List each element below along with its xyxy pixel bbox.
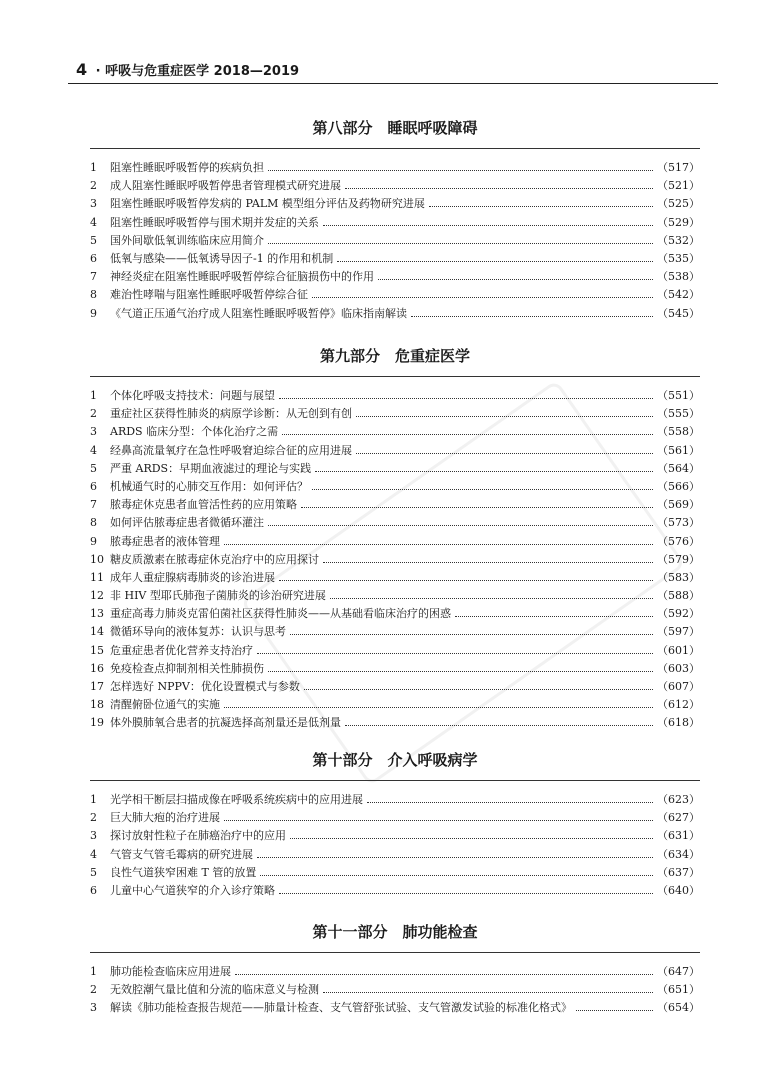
- entry-number: 15: [90, 643, 104, 657]
- entry-number: 6: [90, 479, 97, 493]
- entry-title: 怎样选好 NPPV：优化设置模式与参数: [110, 680, 300, 693]
- toc-entry[interactable]: [90, 605, 700, 623]
- entry-title: 重症高毒力肺炎克雷伯菌社区获得性肺炎——从基础看临床治疗的困惑: [110, 607, 451, 621]
- entry-title: 机械通气时的心肺交互作用：如何评估？: [110, 479, 308, 493]
- entry-page: （588）: [657, 589, 700, 603]
- section-rule: [90, 148, 700, 149]
- toc-entry[interactable]: [90, 232, 700, 250]
- toc-entry[interactable]: [90, 642, 700, 660]
- toc-entry[interactable]: [90, 286, 700, 304]
- entry-page: （521）: [657, 179, 700, 193]
- entry-page: （561）: [657, 443, 700, 457]
- dot-leader: [323, 224, 653, 226]
- entry-number: 3: [90, 197, 97, 211]
- entry-number: 5: [90, 233, 97, 247]
- entry-title: 清醒俯卧位通气的实施: [110, 698, 220, 712]
- dot-leader: [304, 688, 653, 690]
- entry-page: （634）: [657, 847, 700, 861]
- entry-title: 阻塞性睡眠呼吸暂停的疾病负担: [110, 161, 264, 174]
- entry-page: （573）: [657, 516, 700, 530]
- toc-entry[interactable]: [90, 587, 700, 605]
- section-rule: [90, 952, 700, 953]
- entry-title: 重症社区获得性肺炎的病原学诊断：从无创到有创: [110, 407, 352, 421]
- toc-entry[interactable]: [90, 963, 700, 981]
- section-title: 第九部分 危重症医学: [319, 347, 470, 365]
- dot-leader: [576, 1009, 653, 1011]
- toc-entry[interactable]: [90, 442, 700, 460]
- dot-leader: [356, 452, 653, 454]
- dot-leader: [282, 433, 653, 435]
- entry-number: 5: [90, 865, 97, 879]
- entry-page: （623）: [657, 793, 700, 806]
- entry-number: 16: [90, 661, 104, 675]
- toc-entry[interactable]: [90, 305, 700, 323]
- dot-leader: [268, 242, 653, 244]
- dot-leader: [345, 187, 653, 189]
- entry-title: 非 HIV 型耶氏肺孢子菌肺炎的诊治研究进展: [110, 589, 326, 603]
- dot-leader: [378, 278, 653, 280]
- entry-number: 2: [90, 179, 97, 193]
- toc-section: [90, 922, 700, 1018]
- entry-title: 成人阻塞性睡眠呼吸暂停患者管理模式研究进展: [110, 179, 341, 193]
- toc-entry[interactable]: [90, 159, 700, 177]
- entry-number: 9: [90, 306, 97, 320]
- dot-leader: [235, 973, 653, 975]
- entry-number: 6: [90, 883, 97, 897]
- toc-entry[interactable]: [90, 177, 700, 195]
- entry-title: ARDS 临床分型：个体化治疗之需: [110, 425, 279, 439]
- entry-page: （545）: [657, 306, 700, 320]
- toc-entry[interactable]: [90, 882, 700, 900]
- entry-number: 3: [90, 829, 97, 843]
- toc-entry[interactable]: [90, 981, 700, 999]
- entry-title: 糖皮质激素在脓毒症休克治疗中的应用探讨: [110, 552, 319, 566]
- toc-entry[interactable]: [90, 496, 700, 514]
- entry-number: 3: [90, 425, 97, 439]
- dot-leader: [356, 415, 653, 417]
- dot-leader: [323, 561, 653, 563]
- toc-entry[interactable]: [90, 387, 700, 405]
- entry-title: 《气道正压通气治疗成人阻塞性睡眠呼吸暂停》临床指南解读: [110, 306, 407, 320]
- dot-leader: [301, 506, 653, 508]
- toc-entry[interactable]: [90, 460, 700, 478]
- section-title: 第八部分 睡眠呼吸障碍: [312, 119, 478, 137]
- entry-title: 严重 ARDS：早期血液滤过的理论与实践: [110, 461, 312, 475]
- entry-page: （618）: [657, 716, 700, 730]
- entry-page: （612）: [657, 698, 700, 712]
- entry-title: 良性气道狭窄困难 T 管的放置: [110, 865, 257, 879]
- entry-number: 2: [90, 407, 97, 421]
- toc-entry[interactable]: [90, 999, 700, 1017]
- toc-entry[interactable]: [90, 791, 700, 809]
- dot-leader: [268, 169, 653, 171]
- entry-title: 经鼻高流量氧疗在急性呼吸窘迫综合征的应用进展: [110, 443, 352, 457]
- entry-page: （529）: [657, 215, 700, 229]
- toc-entry[interactable]: [90, 405, 700, 423]
- dot-leader: [367, 801, 653, 803]
- entry-page: （640）: [657, 883, 700, 897]
- entry-number: 7: [90, 498, 97, 512]
- entry-page: （597）: [657, 625, 700, 639]
- dot-leader: [279, 579, 653, 581]
- entry-page: （542）: [657, 288, 700, 302]
- entry-title: 成年人重症腺病毒肺炎的诊治进展: [110, 570, 275, 584]
- entry-number: 2: [90, 811, 97, 825]
- entry-title: 阻塞性睡眠呼吸暂停与围术期并发症的关系: [110, 215, 319, 229]
- toc-entry[interactable]: [90, 268, 700, 286]
- entry-number: 1: [90, 389, 97, 402]
- toc-entry[interactable]: [90, 423, 700, 441]
- toc-entry[interactable]: [90, 678, 700, 696]
- entry-page: （601）: [657, 643, 700, 657]
- entry-page: （538）: [657, 270, 700, 284]
- entry-title: 无效腔潮气量比值和分流的临床意义与检测: [110, 983, 319, 997]
- entry-number: 3: [90, 1001, 97, 1015]
- entry-title: 脓毒症患者的液体管理: [110, 534, 220, 548]
- entry-number: 11: [90, 570, 104, 584]
- entry-number: 1: [90, 793, 97, 806]
- entry-page: （564）: [657, 461, 700, 475]
- entry-title: 阻塞性睡眠呼吸暂停发病的 PALM 模型组分评估及药物研究进展: [110, 197, 425, 211]
- dot-leader: [345, 724, 653, 726]
- entry-title: 气管支气管毛霉病的研究进展: [110, 847, 253, 861]
- entry-number: 14: [90, 625, 104, 639]
- toc-entry[interactable]: [90, 809, 700, 827]
- entry-number: 10: [90, 552, 104, 566]
- entry-title: 光学相干断层扫描成像在呼吸系统疾病中的应用进展: [110, 793, 363, 806]
- entry-title: 危重症患者优化营养支持治疗: [110, 643, 253, 657]
- entry-title: 探讨放射性粒子在肺癌治疗中的应用: [110, 829, 286, 843]
- toc-entry[interactable]: [90, 214, 700, 232]
- toc-entry[interactable]: [90, 250, 700, 268]
- toc-list: [90, 791, 700, 900]
- entry-page: （583）: [657, 570, 700, 584]
- entry-page: （592）: [657, 607, 700, 621]
- dot-leader: [337, 260, 653, 262]
- entry-number: 17: [90, 680, 104, 693]
- entry-page: （637）: [657, 865, 700, 879]
- toc-entry[interactable]: [90, 846, 700, 864]
- entry-title: 巨大肺大疱的治疗进展: [110, 811, 220, 825]
- dot-leader: [312, 488, 653, 490]
- entry-page: （532）: [657, 233, 700, 247]
- entry-number: 13: [90, 607, 104, 621]
- section-title: 第十一部分 肺功能检查: [312, 923, 478, 941]
- dot-leader: [268, 670, 653, 672]
- toc-entry[interactable]: [90, 714, 700, 732]
- toc-list: [90, 963, 700, 1018]
- entry-number: 8: [90, 516, 97, 530]
- toc-entry[interactable]: [90, 533, 700, 551]
- toc-section: [90, 750, 700, 900]
- entry-title: 个体化呼吸支持技术：问题与展望: [110, 389, 275, 402]
- entry-title: 国外间歇低氧训练临床应用简介: [110, 233, 264, 247]
- entry-number: 18: [90, 698, 104, 712]
- dot-leader: [429, 205, 653, 207]
- entry-title: 微循环导向的液体复苏：认识与思考: [110, 625, 286, 639]
- dot-leader: [411, 315, 653, 317]
- entry-number: 6: [90, 251, 97, 265]
- entry-number: 19: [90, 716, 104, 730]
- entry-number: 12: [90, 589, 104, 603]
- entry-title: 神经炎症在阻塞性睡眠呼吸暂停综合征脑损伤中的作用: [110, 270, 374, 284]
- entry-page: （631）: [657, 829, 700, 843]
- section-rule: [90, 780, 700, 781]
- entry-number: 1: [90, 965, 97, 978]
- entry-page: （579）: [657, 552, 700, 566]
- entry-page: （651）: [657, 983, 700, 997]
- dot-leader: [315, 470, 653, 472]
- book-title: 呼吸与危重症医学 2018—2019: [105, 64, 300, 79]
- entry-number: 9: [90, 534, 97, 548]
- dot-leader: [224, 706, 653, 708]
- toc-entry[interactable]: [90, 551, 700, 569]
- entry-title: 低氧与感染——低氧诱导因子-1 的作用和机制: [110, 251, 334, 265]
- entry-title: 体外膜肺氧合患者的抗凝选择高剂量还是低剂量: [110, 716, 341, 730]
- entry-page: （576）: [657, 534, 700, 548]
- dot-leader: [268, 524, 653, 526]
- entry-page: （525）: [657, 197, 700, 211]
- dot-leader: [279, 397, 653, 399]
- toc-list: [90, 387, 700, 733]
- entry-title: 肺功能检查临床应用进展: [110, 965, 231, 978]
- entry-title: 免疫检查点抑制剂相关性肺损伤: [110, 661, 264, 675]
- entry-page: （566）: [657, 479, 700, 493]
- toc-section: [90, 118, 700, 323]
- entry-number: 4: [90, 443, 97, 457]
- toc-entry[interactable]: [90, 195, 700, 213]
- toc-list: [90, 159, 700, 323]
- entry-number: 5: [90, 461, 97, 475]
- entry-page: （647）: [657, 965, 700, 978]
- toc-entry[interactable]: [90, 569, 700, 587]
- dot-leader: [279, 892, 653, 894]
- entry-page: （558）: [657, 425, 700, 439]
- section-title: 第十部分 介入呼吸病学: [312, 751, 478, 769]
- toc-entry[interactable]: [90, 864, 700, 882]
- entry-title: 解读《肺功能检查报告规范——肺量计检查、支气管舒张试验、支气管激发试验的标准化格式》: [110, 1001, 572, 1015]
- toc-entry[interactable]: [90, 514, 700, 532]
- entry-page: （603）: [657, 661, 700, 675]
- dot-leader: [257, 652, 653, 654]
- entry-title: 如何评估脓毒症患者微循环灌注: [110, 516, 264, 530]
- entry-page: （627）: [657, 811, 700, 825]
- running-header: [76, 60, 299, 79]
- dot-leader: [260, 874, 653, 876]
- entry-page: （555）: [657, 407, 700, 421]
- dot-leader: [290, 633, 653, 635]
- dot-leader: [312, 296, 653, 298]
- entry-page: （607）: [657, 680, 700, 693]
- entry-number: 1: [90, 161, 97, 174]
- dot-leader: [330, 597, 653, 599]
- toc-entry[interactable]: [90, 623, 700, 641]
- entry-title: 难治性哮喘与阻塞性睡眠呼吸暂停综合征: [110, 288, 308, 302]
- entry-page: （517）: [657, 161, 700, 174]
- dot-leader: [323, 991, 653, 993]
- entry-number: 7: [90, 270, 97, 284]
- dot-leader: [224, 543, 653, 545]
- entry-page: （569）: [657, 498, 700, 512]
- entry-number: 4: [90, 847, 97, 861]
- entry-number: 2: [90, 983, 97, 997]
- entry-page: （551）: [657, 389, 700, 402]
- toc-section: [90, 346, 700, 733]
- header-separator: ·: [95, 64, 101, 79]
- entry-title: 脓毒症休克患者血管活性药的应用策略: [110, 498, 297, 512]
- entry-number: 8: [90, 288, 97, 302]
- dot-leader: [455, 615, 653, 617]
- toc-entry[interactable]: [90, 827, 700, 845]
- header-rule: [68, 83, 718, 84]
- page-number: 4: [76, 60, 88, 79]
- entry-page: （654）: [657, 1001, 700, 1015]
- entry-page: （535）: [657, 251, 700, 265]
- toc-entry[interactable]: [90, 696, 700, 714]
- entry-title: 儿童中心气道狭窄的介入诊疗策略: [110, 883, 275, 897]
- toc-entry[interactable]: [90, 478, 700, 496]
- entry-number: 4: [90, 215, 97, 229]
- toc-entry[interactable]: [90, 660, 700, 678]
- section-rule: [90, 376, 700, 377]
- dot-leader: [290, 837, 653, 839]
- dot-leader: [257, 856, 653, 858]
- dot-leader: [224, 819, 653, 821]
